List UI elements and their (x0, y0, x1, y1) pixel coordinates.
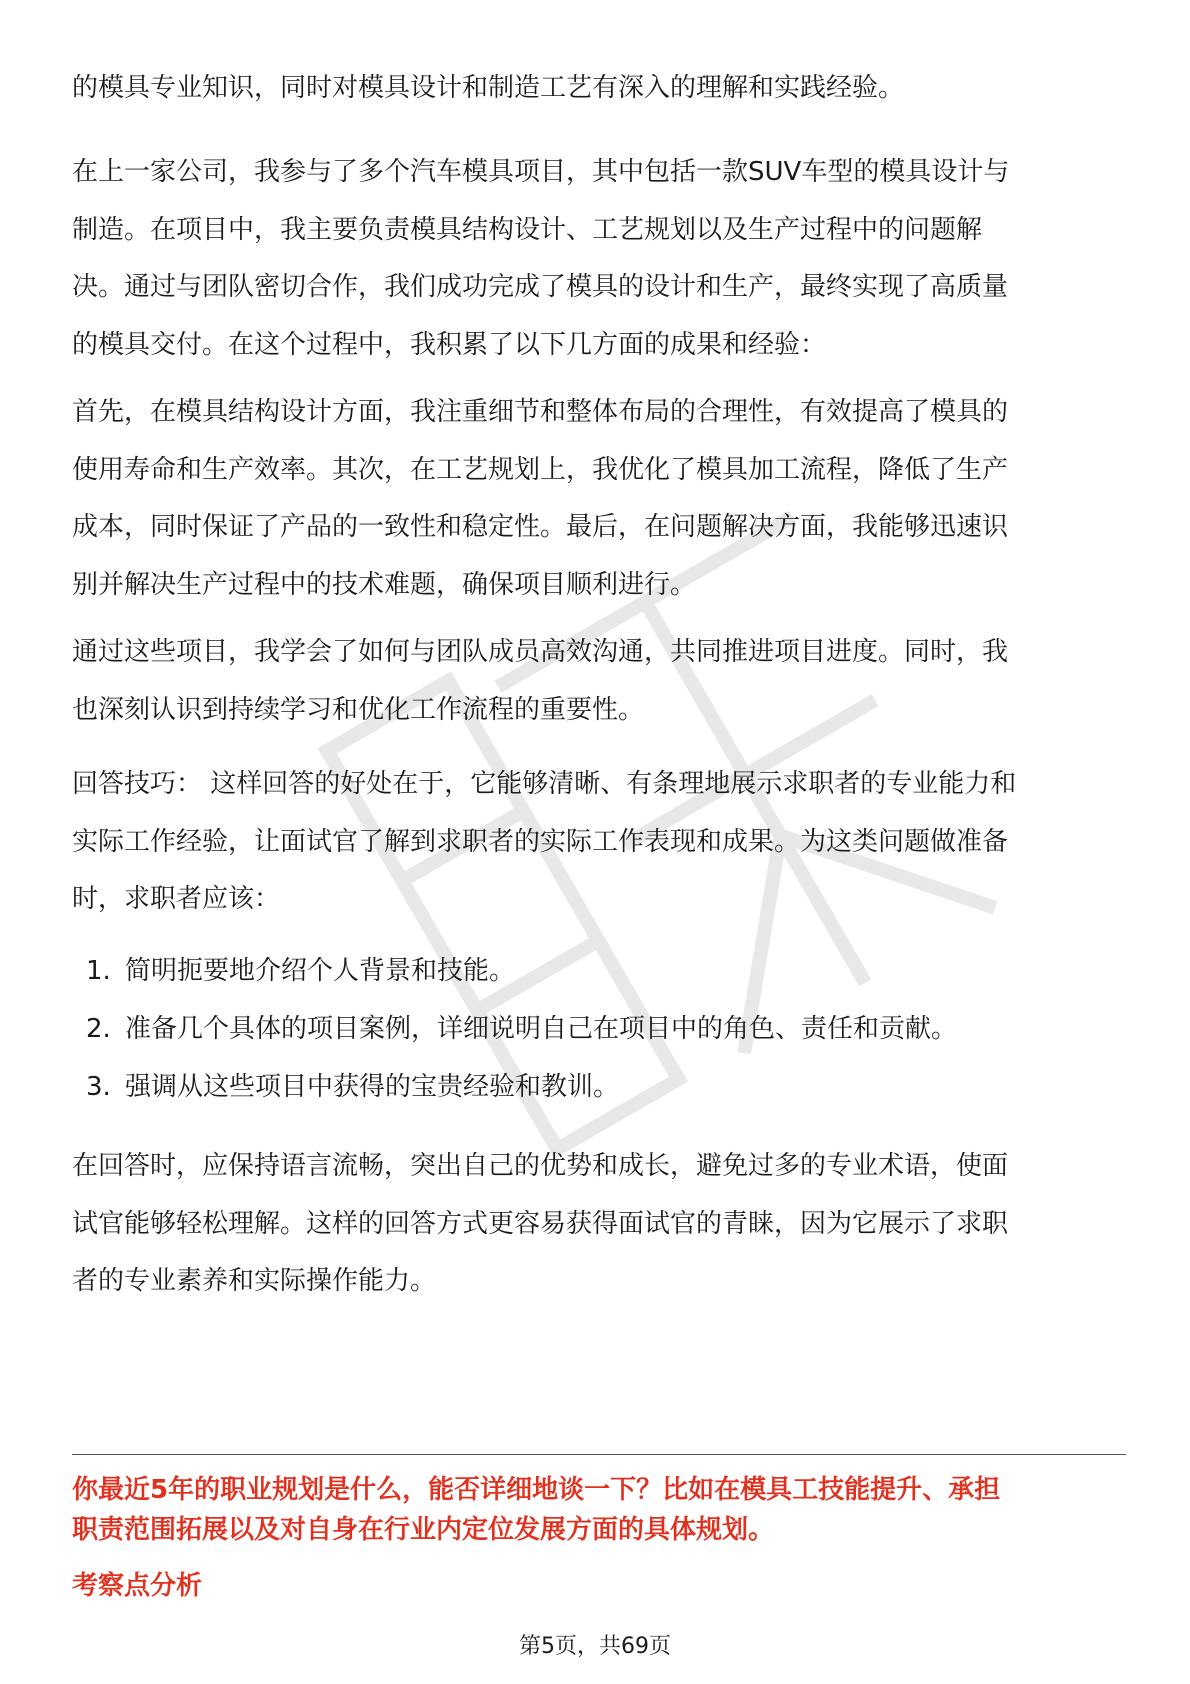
paragraph-intro-tail (72, 60, 1132, 118)
text-line: 回答技巧： 这样回答的好处在于，它能够清晰、有条理地展示求职者的专业能力和 (72, 769, 1017, 799)
question-line: 你最近5年的职业规划是什么，能否详细地谈一下？比如在模具工技能提升、承担 (72, 1475, 1001, 1505)
text-line: 别并解决生产过程中的技术难题，确保项目顺利进行。 (72, 569, 697, 600)
list-text: 强调从这些项目中获得的宝贵经验和教训。 (125, 1072, 620, 1102)
question-line: 职责范围拓展以及对自身在行业内定位发展方面的具体规划。 (72, 1515, 775, 1545)
paragraph-conclusion (72, 1138, 1132, 1311)
text-line: 时，求职者应该： (72, 884, 281, 914)
page-footer: 第5页，共69页 (519, 1634, 671, 1659)
text-line: 在上一家公司，我参与了多个汽车模具项目，其中包括一款SUV车型的模具设计与 (72, 157, 1010, 187)
text-line: 制造。在项目中，我主要负责模具结构设计、工艺规划以及生产过程中的问题解 (72, 214, 983, 245)
list-text: 简明扼要地介绍个人背景和技能。 (125, 956, 516, 986)
text-line: 实际工作经验，让面试官了解到求职者的实际工作表现和成果。为这类问题做准备 (72, 826, 1009, 857)
list-item (86, 1058, 1126, 1116)
interview-question (72, 1470, 1132, 1550)
tips-list (86, 942, 1126, 1116)
text-line: 也深刻认识到持续学习和优化工作流程的重要性。 (72, 694, 645, 725)
list-item (86, 1000, 1126, 1058)
list-item (86, 942, 1126, 1000)
paragraph-project-experience (72, 144, 1132, 374)
text-line: 的模具专业知识，同时对模具设计和制造工艺有深入的理解和实践经验。 (72, 73, 905, 103)
text-line: 的模具交付。在这个过程中，我积累了以下几方面的成果和经验： (72, 329, 827, 360)
text-line: 在回答时，应保持语言流畅，突出自己的优势和成长，避免过多的专业术语，使面 (72, 1151, 1009, 1181)
text-line: 者的专业素养和实际操作能力。 (72, 1266, 437, 1296)
text-line: 决。通过与团队密切合作，我们成功完成了模具的设计和生产，最终实现了高质量 (72, 272, 1009, 302)
list-number: 1. (86, 956, 111, 986)
list-number: 3. (86, 1072, 111, 1102)
section-divider (72, 1454, 1126, 1455)
paragraph-achievements (72, 384, 1132, 614)
text-line: 成本，同时保证了产品的一致性和稳定性。最后，在问题解决方面，我能够迅速识 (72, 512, 1009, 542)
paragraph-answer-tips (72, 756, 1132, 929)
list-text: 准备几个具体的项目案例，详细说明自己在项目中的角色、责任和贡献。 (125, 1014, 958, 1044)
section-heading: 考察点分析 (72, 1571, 203, 1601)
text-line: 使用寿命和生产效率。其次，在工艺规划上，我优化了模具加工流程，降低了生产 (72, 454, 1009, 485)
text-line: 试官能够轻松理解。这样的回答方式更容易获得面试官的青睐，因为它展示了求职 (72, 1208, 1009, 1239)
list-number: 2. (86, 1014, 111, 1044)
text-line: 通过这些项目，我学会了如何与团队成员高效沟通，共同推进项目进度。同时，我 (72, 637, 1009, 667)
text-line: 首先，在模具结构设计方面，我注重细节和整体布局的合理性，有效提高了模具的 (72, 397, 1009, 427)
paragraph-learnings (72, 624, 1132, 739)
